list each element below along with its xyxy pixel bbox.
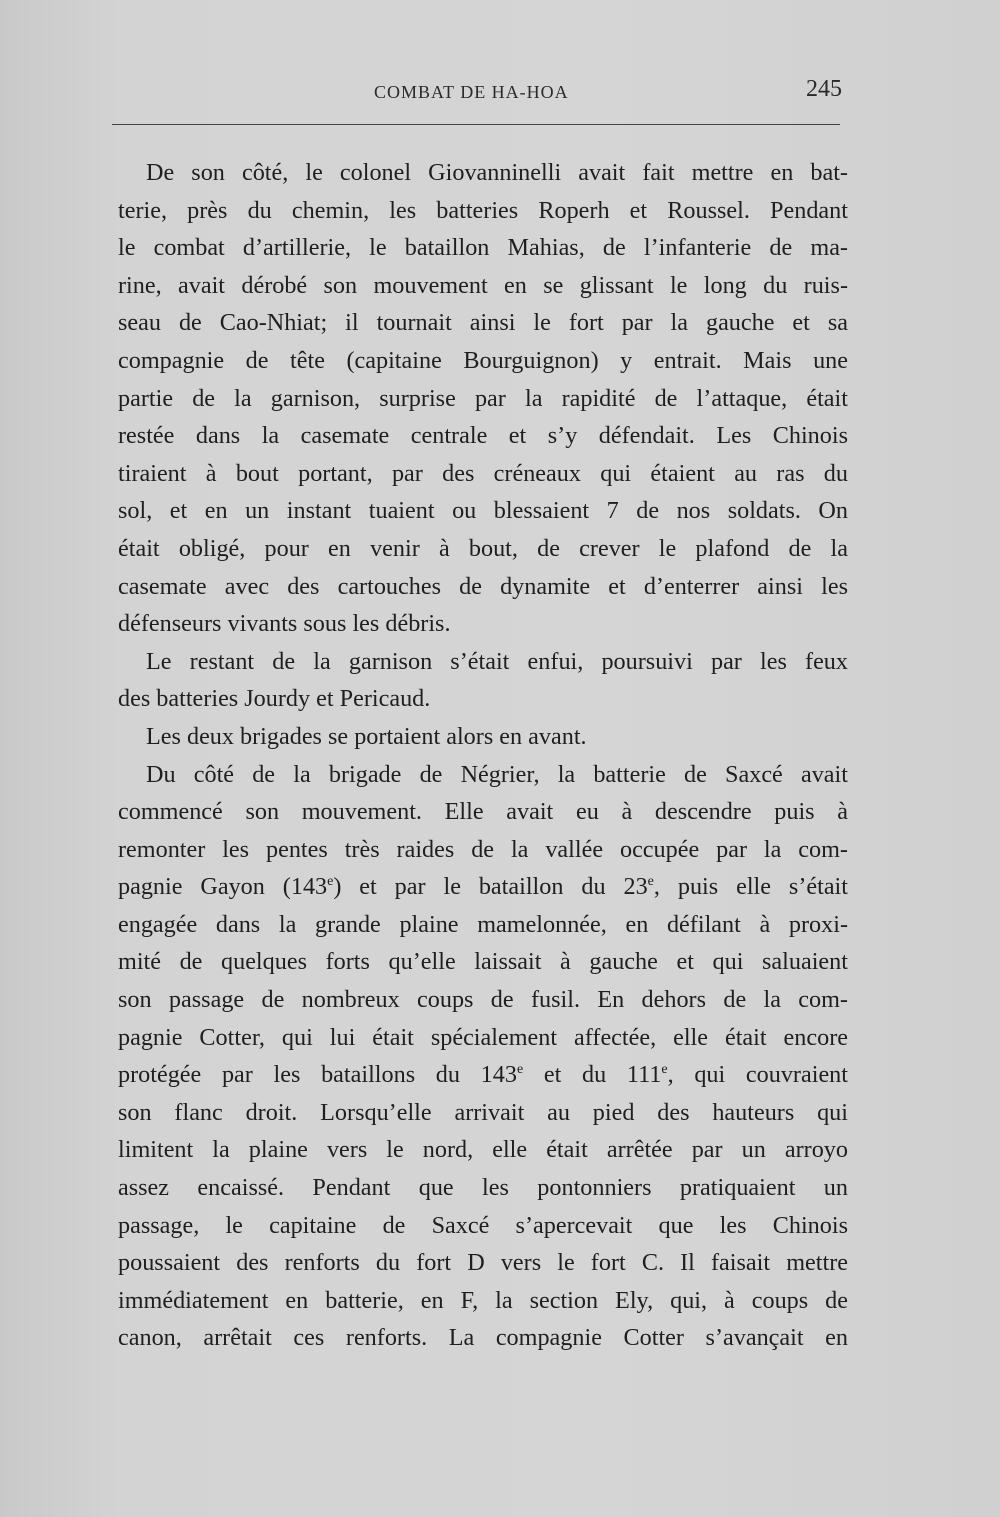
text-line: partie de la garnison, surprise par la rapidité de l’attaque, était	[118, 384, 848, 412]
text-line: mité de quelques forts qu’elle laissait à gauche et qui saluaient	[118, 948, 848, 976]
text-line: pagnie Gayon (143e) et par le bataillon du 23e, puis elle s’était	[118, 873, 848, 901]
text-line: Le restant de la garnison s’était enfui, poursuivi par les feux	[146, 647, 848, 675]
text-line: Du côté de la brigade de Négrier, la batterie de Saxcé avait	[146, 760, 848, 788]
ordinal-superscript: e	[327, 874, 334, 890]
ordinal-superscript: e	[661, 1062, 668, 1078]
page-header	[112, 74, 842, 114]
text-line: sol, et en un instant tuaient ou blessaient 7 de nos soldats. On	[118, 497, 848, 525]
text-line: immédiatement en batterie, en F, la section Ely, qui, à coups de	[118, 1286, 848, 1314]
text-line: limitent la plaine vers le nord, elle était arrêtée par un arroyo	[118, 1136, 848, 1164]
text-line: seau de Cao-Nhiat; il tournait ainsi le fort par la gauche et sa	[118, 309, 848, 337]
page-number: 245	[806, 76, 842, 102]
text-line: commencé son mouvement. Elle avait eu à descendre puis à	[118, 798, 848, 826]
paragraph	[118, 756, 848, 1358]
text-line: le combat d’artillerie, le bataillon Mahias, de l’infanterie de ma-	[118, 234, 848, 262]
text-line: poussaient des renforts du fort D vers le fort C. Il faisait mettre	[118, 1249, 848, 1277]
paragraph	[118, 154, 848, 643]
text-line: son passage de nombreux coups de fusil. En dehors de la com-	[118, 986, 848, 1014]
body-text	[118, 154, 848, 1357]
text-line: restée dans la casemate centrale et s’y défendait. Les Chinois	[118, 422, 848, 450]
text-line: protégée par les bataillons du 143e et du 111e, qui couvraient	[118, 1061, 848, 1089]
ordinal-superscript: e	[516, 1062, 524, 1078]
text-line: défenseurs vivants sous les débris.	[118, 610, 451, 638]
text-line: canon, arrêtait ces renforts. La compagnie Cotter s’avançait en	[118, 1324, 848, 1352]
text-line: terie, près du chemin, les batteries Roperh et Roussel. Pendant	[118, 196, 848, 224]
running-title: COMBAT DE HA-HOA	[374, 82, 569, 102]
text-line: De son côté, le colonel Giovanninelli avait fait mettre en bat-	[146, 159, 848, 186]
text-line: engagée dans la grande plaine mamelonnée, en défilant à proxi-	[118, 910, 848, 938]
text-line: compagnie de tête (capitaine Bourguignon) y entrait. Mais une	[118, 346, 848, 374]
text-line: tiraient à bout portant, par des créneaux qui étaient au ras du	[118, 459, 848, 487]
paragraph	[118, 643, 848, 718]
ordinal-superscript: e	[647, 874, 654, 890]
text-line: était obligé, pour en venir à bout, de crever le plafond de la	[118, 534, 848, 562]
text-line: remonter les pentes très raides de la vallée occupée par la com-	[118, 835, 848, 863]
text-line: rine, avait dérobé son mouvement en se glissant le long du ruis-	[118, 271, 848, 299]
text-line: assez encaissé. Pendant que les pontonniers pratiquaient un	[118, 1174, 848, 1202]
text-line: casemate avec des cartouches de dynamite et d’enterrer ainsi les	[118, 572, 848, 600]
paragraph	[118, 718, 848, 756]
text-line: passage, le capitaine de Saxcé s’apercevait que les Chinois	[118, 1211, 848, 1239]
header-rule	[112, 124, 840, 125]
text-line: son flanc droit. Lorsqu’elle arrivait au pied des hauteurs qui	[118, 1098, 848, 1126]
text-line: des batteries Jourdy et Pericaud.	[118, 685, 431, 713]
text-line: pagnie Cotter, qui lui était spécialement affectée, elle était encore	[118, 1023, 848, 1051]
text-line: Les deux brigades se portaient alors en avant.	[146, 722, 587, 750]
